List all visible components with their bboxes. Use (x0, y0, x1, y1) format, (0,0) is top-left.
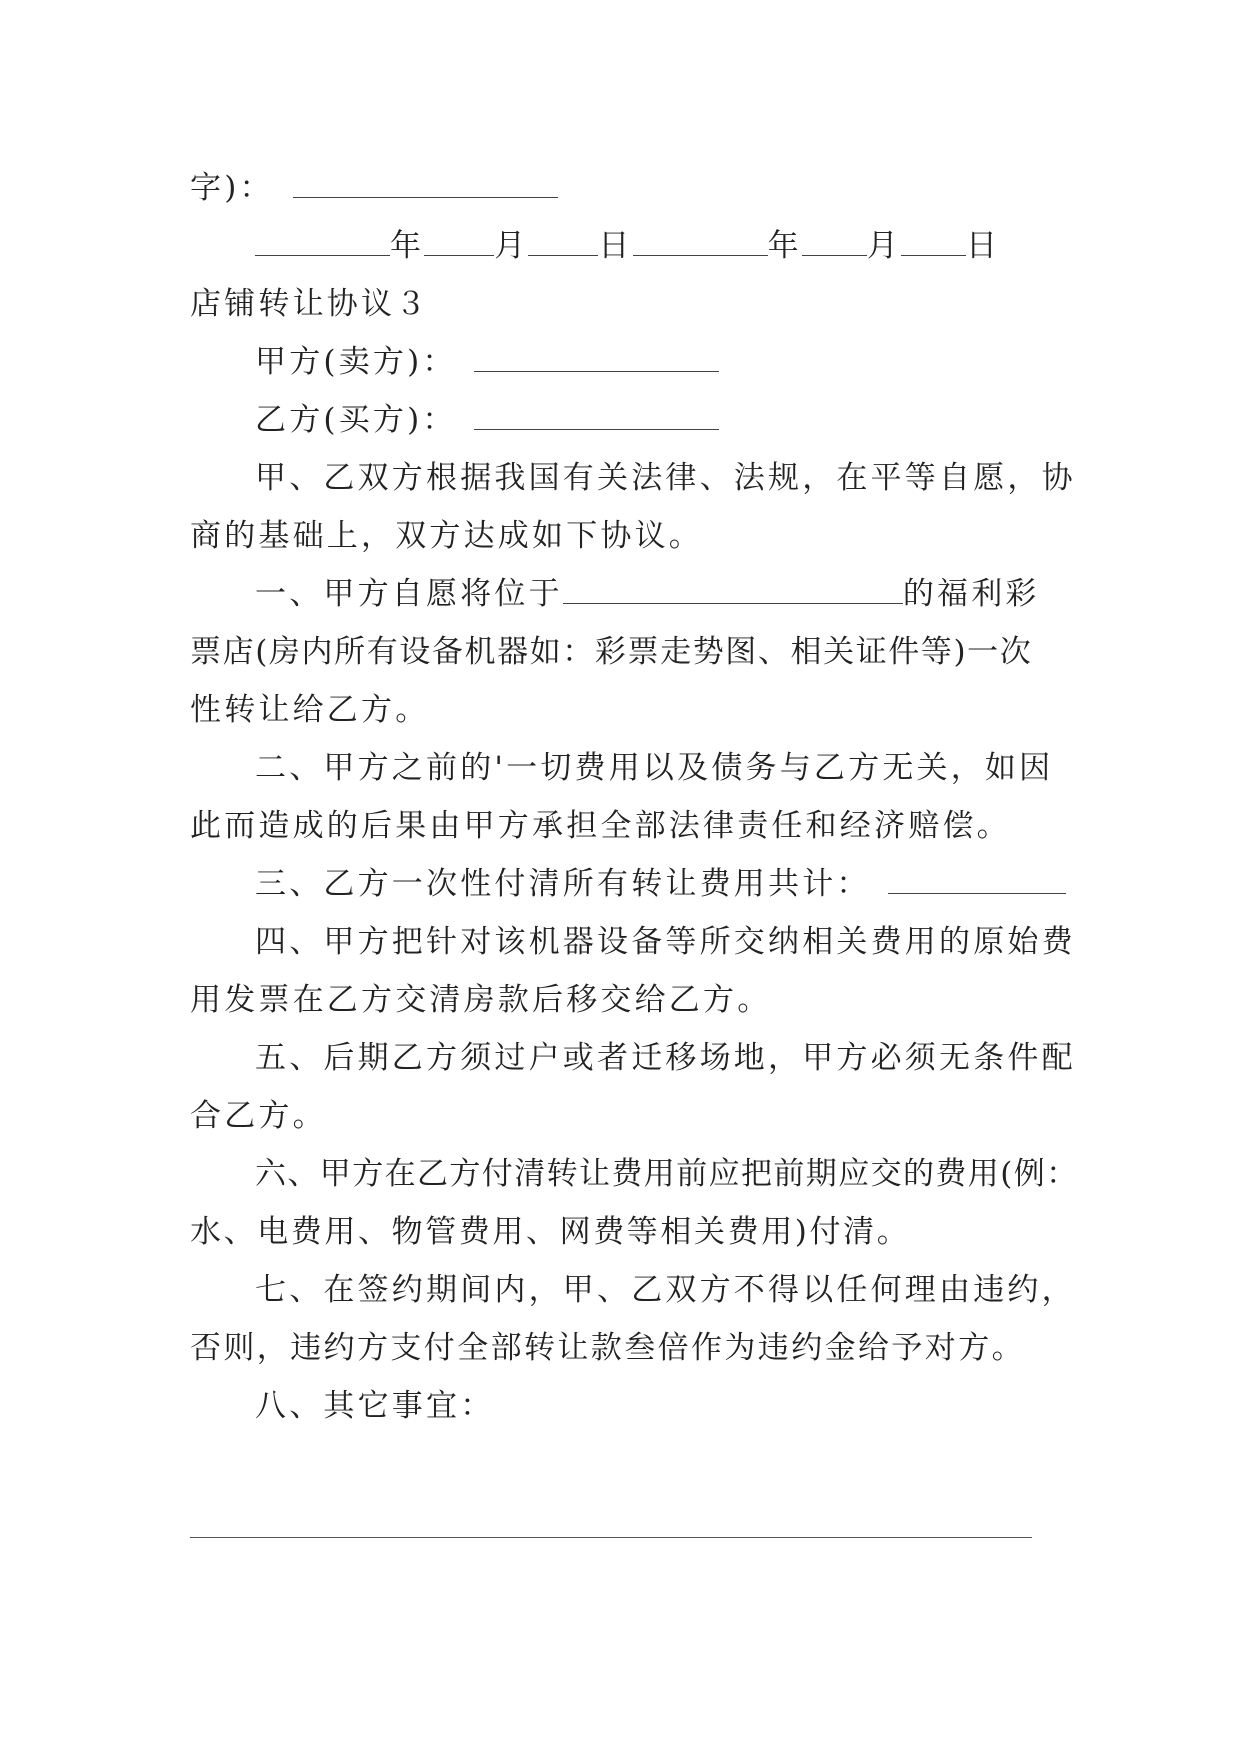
clause1-prefix: 一、甲方自愿将位于 (255, 576, 563, 612)
clause6-line-1: 六、甲方在乙方付清转让费用前应把前期应交的费用(例： (255, 1156, 1079, 1192)
signature-line (190, 168, 558, 208)
intro-line-1: 甲、乙双方根据我国有关法律、法规，在平等自愿，协 (255, 460, 1076, 496)
clause1-line-1 (255, 574, 1040, 614)
month1-label: 月 (494, 228, 529, 264)
clause1-suffix: 的福利彩 (902, 576, 1040, 612)
month2-blank (802, 233, 867, 256)
clause4-line-2: 用发票在乙方交清房款后移交给乙方。 (190, 982, 772, 1018)
clause2-line-2: 此而造成的后果由甲方承担全部法律责任和经济赔偿。 (190, 808, 1011, 844)
day1-label: 日 (598, 228, 633, 264)
clause6-line-2: 水、电费用、物管费用、网费等相关费用)付清。 (190, 1214, 911, 1250)
document-title: 店铺转让协议３ (190, 286, 430, 322)
clause4-line-1: 四、甲方把针对该机器设备等所交纳相关费用的原始费 (255, 924, 1076, 960)
year1-label: 年 (390, 228, 425, 264)
clause3-line (255, 864, 1066, 904)
party-a-label: 甲方(卖方)： (255, 344, 457, 380)
clause5-line-2: 合乙方。 (190, 1098, 327, 1134)
intro-line-2: 商的基础上，双方达成如下协议。 (190, 518, 703, 554)
clause5-line-1: 五、后期乙方须过户或者迁移场地，甲方必须无条件配 (255, 1040, 1076, 1076)
party-b-line (255, 400, 719, 440)
party-b-blank (474, 407, 719, 430)
day2-blank (901, 233, 966, 256)
date-line (255, 226, 1000, 266)
total-fee-blank (888, 871, 1066, 894)
party-a-blank (474, 349, 719, 372)
day1-blank (528, 233, 598, 256)
clause7-line-1: 七、在签约期间内，甲、乙双方不得以任何理由违约， (255, 1272, 1076, 1308)
clause1-line-2: 票店(房内所有设备机器如：彩票走势图、相关证件等)一次 (190, 634, 1033, 670)
year2-label: 年 (767, 228, 802, 264)
signature-label: 字)： (190, 170, 274, 206)
party-a-line (255, 342, 719, 382)
other-matters-blank-line (190, 1537, 1032, 1538)
clause7-line-2: 否则，违约方支付全部转让款叁倍作为违约金给予对方。 (190, 1330, 1025, 1366)
party-b-label: 乙方(买方)： (255, 402, 457, 438)
clause2-line-1: 二、甲方之前的'一切费用以及债务与乙方无关，如因 (255, 750, 1054, 786)
year1-blank (255, 233, 390, 256)
day2-label: 日 (966, 228, 1001, 264)
signature-blank (293, 175, 558, 198)
year2-blank (633, 233, 768, 256)
location-blank (563, 581, 903, 604)
clause3-text: 三、乙方一次性付清所有转让费用共计： (255, 866, 871, 902)
month2-label: 月 (866, 228, 902, 264)
clause1-line-3: 性转让给乙方。 (190, 692, 430, 728)
month1-blank (424, 233, 494, 256)
clause8-line: 八、其它事宜： (255, 1388, 495, 1424)
